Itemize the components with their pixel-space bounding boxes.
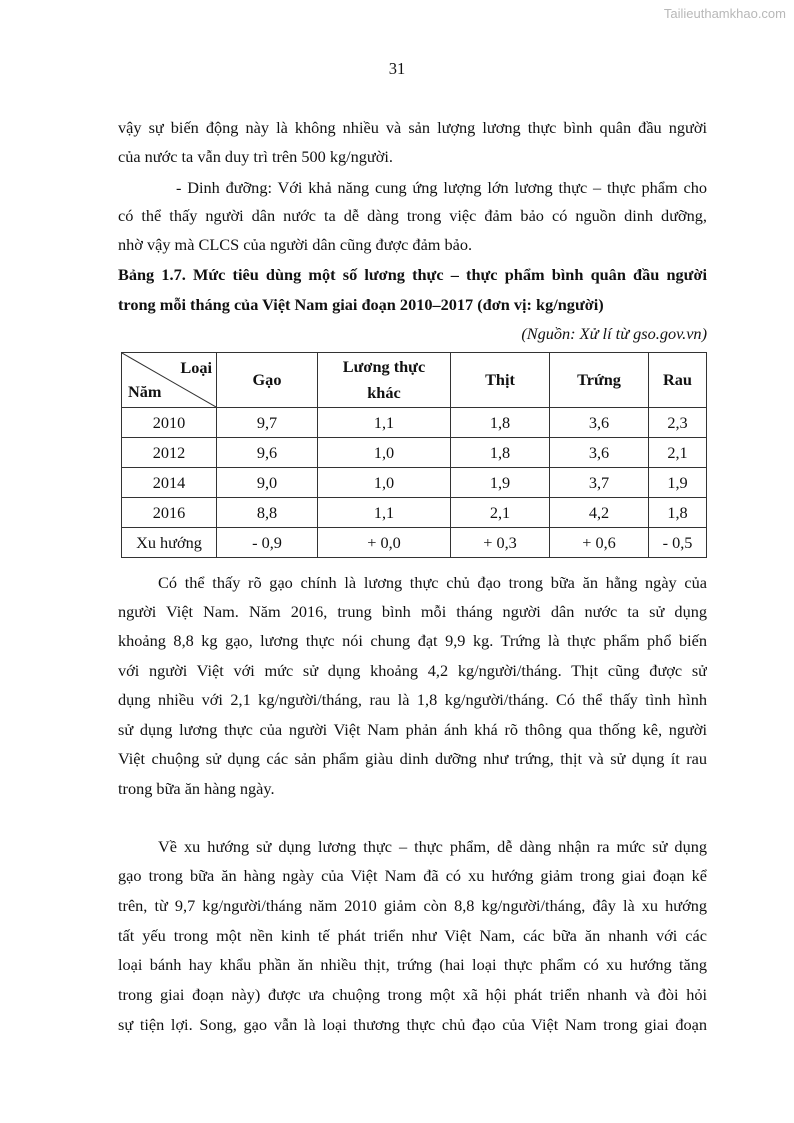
year-cell: 2010: [122, 408, 217, 438]
table-row: [122, 468, 707, 498]
value-cell: 2,1: [649, 438, 707, 468]
value-cell: 9,7: [217, 408, 318, 438]
text-line: loại bánh hay khẩu phần ăn nhiều thịt, trứng (hai loại thực phẩm có xu hướng tăng: [118, 955, 707, 974]
table-row: [122, 528, 707, 558]
text-line: của nước ta vẫn duy trì trên 500 kg/người.: [118, 147, 393, 166]
table-row: [122, 438, 707, 468]
value-cell: 3,7: [550, 468, 649, 498]
value-cell: 1,0: [318, 438, 451, 468]
text-line: với người Việt với mức sử dụng khoảng 4,2 kg/người/tháng. Thịt cũng được sử: [118, 661, 707, 680]
table-row: [122, 408, 707, 438]
text-line: nhờ vậy mà CLCS của người dân cũng được đảm bảo.: [118, 235, 473, 254]
text-line: vậy sự biến động này là không nhiều và sản lượng lương thực bình quân đầu người: [118, 118, 707, 137]
text-line: trong bữa ăn hàng ngày.: [118, 779, 275, 798]
table-caption-line: Bảng 1.7. Mức tiêu dùng một số lương thực – thực phẩm bình quân đầu người: [118, 265, 707, 284]
header-cell: Trứng: [550, 353, 649, 408]
source-note: (Nguồn: Xử lí từ gso.gov.vn): [521, 324, 707, 343]
year-cell: 2014: [122, 468, 217, 498]
year-cell: 2016: [122, 498, 217, 528]
value-cell: 1,9: [451, 468, 550, 498]
value-cell: 1,8: [649, 498, 707, 528]
value-cell: 8,8: [217, 498, 318, 528]
corner-cell: [122, 353, 217, 408]
value-cell: - 0,9: [217, 528, 318, 558]
text-line: Về xu hướng sử dụng lương thực – thực phẩm, dễ dàng nhận ra mức sử dụng: [158, 837, 707, 856]
table-caption-line: trong mỗi tháng của Việt Nam giai đoạn 2010–2017 (đơn vị: kg/người): [118, 295, 604, 314]
corner-top-label: Loại: [180, 358, 212, 377]
text-line: sử dụng lương thực của người Việt Nam phản ánh khá rõ thông qua thống kê, người: [118, 720, 707, 739]
value-cell: 3,6: [550, 408, 649, 438]
corner-bottom-label: Năm: [128, 382, 162, 401]
text-line: trên, từ 9,7 kg/người/tháng năm 2010 giảm còn 8,8 kg/người/tháng, đây là xu hướng: [118, 896, 707, 915]
text-line: trong giai đoạn này) được ưa chuộng trong một xã hội phát triển nhanh và đòi hỏi: [118, 985, 707, 1004]
text-line: sự tiện lợi. Song, gạo vẫn là loại thương thực chủ đạo của Việt Nam trong giai đoạn: [118, 1015, 707, 1034]
value-cell: 3,6: [550, 438, 649, 468]
value-cell: + 0,0: [318, 528, 451, 558]
page-number: 31: [388, 59, 406, 78]
value-cell: 2,3: [649, 408, 707, 438]
text-line: tất yếu trong một nền kinh tế phát triển như Việt Nam, các bữa ăn nhanh với các: [118, 926, 707, 945]
value-cell: 9,6: [217, 438, 318, 468]
value-cell: 1,8: [451, 438, 550, 468]
header-cell: Lương thực khác: [318, 353, 451, 408]
year-cell: 2012: [122, 438, 217, 468]
value-cell: 4,2: [550, 498, 649, 528]
text-line: có thể thấy người dân nước ta dễ dàng trong việc đảm bảo có nguồn dinh dưỡng,: [118, 206, 707, 225]
table-header-row: [122, 353, 707, 408]
header-cell: Rau: [649, 353, 707, 408]
value-cell: 1,8: [451, 408, 550, 438]
value-cell: + 0,3: [451, 528, 550, 558]
value-cell: 2,1: [451, 498, 550, 528]
watermark: Tailieuthamkhao.com: [663, 6, 786, 21]
value-cell: 9,0: [217, 468, 318, 498]
table-row: [122, 498, 707, 528]
value-cell: 1,0: [318, 468, 451, 498]
text-line: - Dinh đưỡng: Với khả năng cung ứng lượng lớn lương thực – thực phẩm cho: [176, 178, 707, 197]
text-line: Việt chuộng sử dụng các sản phẩm giàu dinh dưỡng như trứng, thịt và sử dụng ít rau: [118, 749, 707, 768]
text-line: Có thể thấy rõ gạo chính là lương thực chủ đạo trong bữa ăn hằng ngày của: [158, 573, 707, 592]
header-cell: Gạo: [217, 353, 318, 408]
value-cell: 1,9: [649, 468, 707, 498]
year-cell: Xu hướng: [122, 528, 217, 558]
consumption-table: [121, 352, 707, 558]
value-cell: 1,1: [318, 408, 451, 438]
value-cell: + 0,6: [550, 528, 649, 558]
value-cell: 1,1: [318, 498, 451, 528]
text-line: gạo trong bữa ăn hàng ngày của Việt Nam đã có xu hướng giảm trong giai đoạn kể: [118, 866, 707, 885]
text-line: người Việt Nam. Năm 2016, trung bình mỗi tháng người dân nước ta sử dụng: [118, 602, 707, 621]
text-line: khoảng 8,8 kg gạo, lương thực nói chung đạt 9,9 kg. Trứng là thực phẩm phổ biến: [118, 631, 707, 650]
header-cell: Thịt: [451, 353, 550, 408]
text-line: dụng nhiều với 2,1 kg/người/tháng, rau là 1,8 kg/người/tháng. Có thể thấy tình hình: [118, 690, 707, 709]
value-cell: - 0,5: [649, 528, 707, 558]
